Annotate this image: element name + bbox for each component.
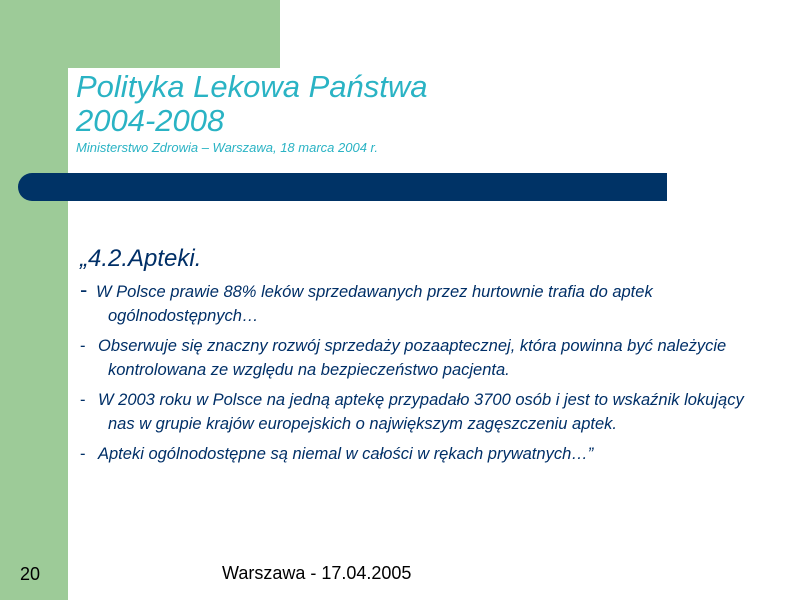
bullet-dash: - (80, 445, 86, 463)
slide-title-line-1: Polityka Lekowa Państwa (76, 69, 428, 104)
bullet-dash: - (80, 337, 86, 355)
title-block (76, 70, 776, 156)
slide-subtitle: Ministerstwo Zdrowia – Warszawa, 18 marca 2004 r. (76, 140, 378, 155)
slide-footer: Warszawa - 17.04.2005 (222, 563, 412, 583)
green-top-band (0, 0, 280, 68)
bullet-paragraph-1 (80, 278, 760, 328)
bullet-text: Apteki ogólnodostępne są niemal w całości w rękach prywatnych…” (98, 445, 594, 463)
slide-page-number: 20 (20, 564, 41, 584)
bullet-dash: - (80, 277, 88, 302)
bullet-paragraph-4 (80, 442, 760, 466)
section-heading: „4.2.Apteki. (80, 245, 202, 272)
slide-content (80, 244, 760, 472)
bullet-paragraph-2 (80, 334, 760, 382)
bullet-dash: - (80, 391, 86, 409)
bullet-text: Obserwuje się znaczny rozwój sprzedaży pozaaptecznej, która powinna być należycie kontrolowana ze względu na bezpieczeństwo pacjenta. (98, 337, 727, 379)
slide-title-line-2: 2004-2008 (76, 103, 225, 138)
bullet-text: W 2003 roku w Polsce na jedną aptekę przypadało 3700 osób i jest to wskaźnik lokujący nas w grupie krajów europejskich o największym zagęszczeniu aptek. (98, 391, 744, 433)
title-divider-bar (18, 173, 667, 201)
green-sidebar-band (0, 0, 68, 600)
bullet-text: W Polsce prawie 88% leków sprzedawanych przez hurtownie trafia do aptek ogólnodostępnych… (96, 283, 653, 325)
bullet-paragraph-3 (80, 388, 760, 436)
